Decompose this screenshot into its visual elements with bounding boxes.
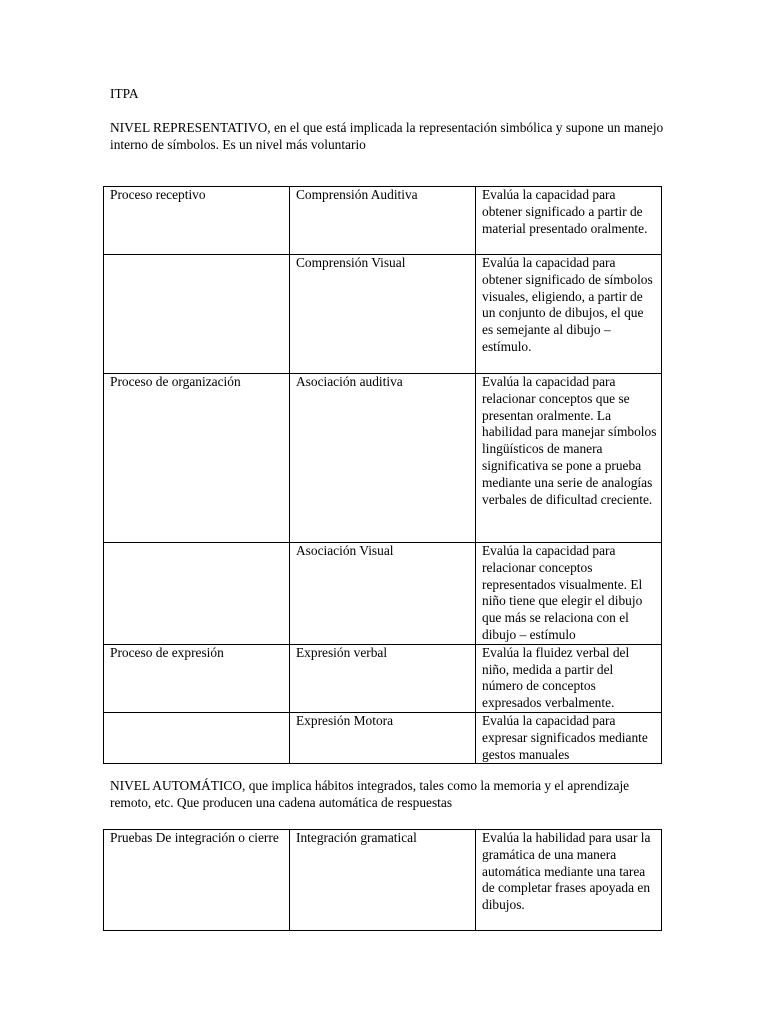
description-cell: Evalúa la capacidad para relacionar conceptos representados visualmente. El niño tiene que elegir el dibujo que más se relaciona con el dibujo – estímulo <box>476 543 662 645</box>
table-nivel-automatico <box>103 829 662 931</box>
section-intro-automatico: NIVEL AUTOMÁTICO, que implica hábitos integrados, tales como la memoria y el aprendizaje remoto, etc. Que producen una cadena automática de respuestas <box>110 778 630 810</box>
table-row <box>104 644 662 712</box>
process-cell: Proceso de organización <box>104 374 290 543</box>
description-cell: Evalúa la fluidez verbal del niño, medida a partir del número de conceptos expresados verbalmente. <box>476 644 662 712</box>
document-title: ITPA <box>110 86 139 101</box>
test-cell: Integración gramatical <box>290 830 476 931</box>
test-cell: Comprensión Visual <box>290 255 476 374</box>
table-row <box>104 830 662 931</box>
table-row <box>104 255 662 374</box>
description-cell: Evalúa la capacidad para expresar significados mediante gestos manuales <box>476 712 662 763</box>
table-row <box>104 712 662 763</box>
description-cell: Evalúa la habilidad para usar la gramática de una manera automática mediante una tarea de completar frases apoyada en dibujos. <box>476 830 662 931</box>
process-cell <box>104 543 290 645</box>
process-cell: Proceso receptivo <box>104 187 290 255</box>
test-cell: Asociación auditiva <box>290 374 476 543</box>
section-intro-representativo: NIVEL REPRESENTATIVO, en el que está implicada la representación simbólica y supone un manejo interno de símbolos. Es un nivel más voluntario <box>110 120 664 152</box>
process-cell <box>104 255 290 374</box>
table-row <box>104 543 662 645</box>
test-cell: Expresión Motora <box>290 712 476 763</box>
description-cell: Evalúa la capacidad para relacionar conceptos que se presentan oralmente. La habilidad para manejar símbolos lingüísticos de manera significativa se pone a prueba mediante una serie de analogías verbales de dificultad creciente. <box>476 374 662 543</box>
test-cell: Expresión verbal <box>290 644 476 712</box>
process-cell: Pruebas De integración o cierre <box>104 830 290 931</box>
description-cell: Evalúa la capacidad para obtener significado a partir de material presentado oralmente. <box>476 187 662 255</box>
test-cell: Asociación Visual <box>290 543 476 645</box>
table-row <box>104 187 662 255</box>
table-row <box>104 374 662 543</box>
description-cell: Evalúa la capacidad para obtener significado de símbolos visuales, eligiendo, a partir de un conjunto de dibujos, el que es semejante al dibujo – estímulo. <box>476 255 662 374</box>
process-cell <box>104 712 290 763</box>
process-cell: Proceso de expresión <box>104 644 290 712</box>
test-cell: Comprensión Auditiva <box>290 187 476 255</box>
table-nivel-representativo <box>103 186 662 764</box>
